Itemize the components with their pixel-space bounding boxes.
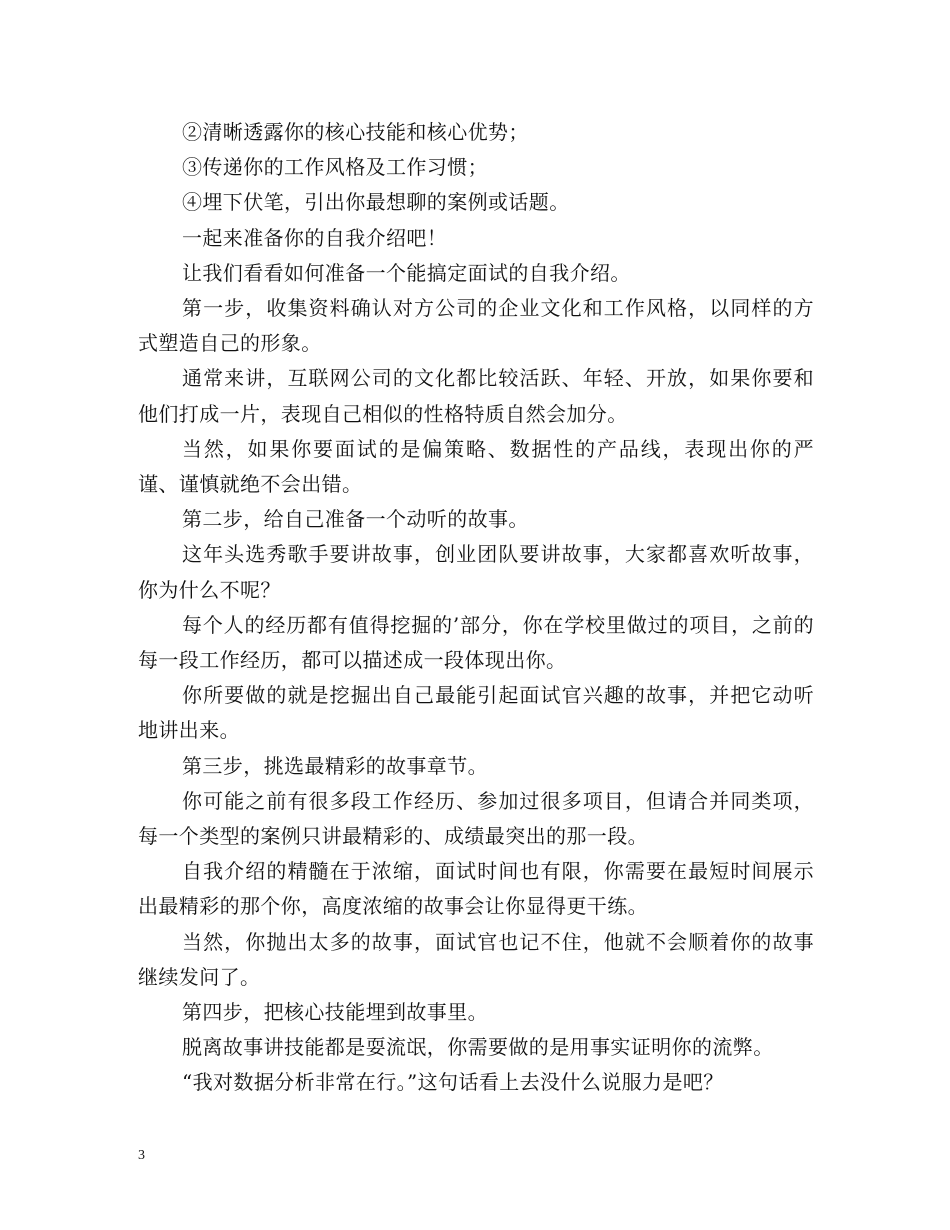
paragraph: 这年头选秀歌手要讲故事，创业团队要讲故事，大家都喜欢听故事，你为什么不呢？ (138, 542, 814, 602)
paragraph: “我对数据分析非常在行。”这句话看上去没什么说服力是吧？ (182, 1070, 724, 1095)
paragraph: 你可能之前有很多段工作经历、参加过很多项目，但请合并同类项，每一个类型的案例只讲最精彩的、成绩最突出的那一段。 (138, 788, 814, 849)
paragraph: 当然，如果你要面试的是偏策略、数据性的产品线，表现出你的严谨、谨慎就绝不会出错。 (138, 436, 814, 497)
paragraph: 脱离故事讲技能都是耍流氓，你需要做的是用事实证明你的流弊。 (182, 1035, 774, 1060)
paragraph: ②清晰透露你的核心技能和核心优势； (182, 120, 529, 144)
paragraph: 第四步，把核心技能埋到故事里。 (182, 1000, 488, 1025)
paragraph: 每个人的经历都有值得挖掘的’部分，你在学校里做过的项目，之前的每一段工作经历，都可以描述成一段体现出你。 (138, 612, 814, 673)
paragraph: 第二步，给自己准备一个动听的故事。 (182, 507, 529, 532)
body-text (138, 115, 814, 1101)
paragraph: 你所要做的就是挖掘出自己最能引起面试官兴趣的故事，并把它动听地讲出来。 (138, 683, 814, 743)
paragraph: 自我介绍的精髓在于浓缩，面试时间也有限，你需要在最短时间展示出最精彩的那个你，高度浓缩的故事会让你显得更干练。 (138, 859, 814, 919)
page-number: 3 (138, 1148, 145, 1163)
paragraph: 一起来准备你的自我介绍吧！ (182, 225, 448, 250)
paragraph: ③传递你的工作风格及工作习惯； (182, 155, 488, 180)
paragraph: 让我们看看如何准备一个能搞定面试的自我介绍。 (182, 260, 631, 285)
paragraph: 第三步，挑选最精彩的故事章节。 (182, 753, 488, 778)
paragraph: 第一步，收集资料确认对方公司的企业文化和工作风格，以同样的方式塑造自己的形象。 (138, 296, 814, 356)
paragraph: ④埋下伏笔，引出你最想聊的案例或话题。 (182, 190, 570, 215)
paragraph: 当然，你抛出太多的故事，面试官也记不住，他就不会顺着你的故事继续发问了。 (138, 929, 814, 989)
paragraph: 通常来讲，互联网公司的文化都比较活跃、年轻、开放，如果你要和他们打成一片，表现自己相似的性格特质自然会加分。 (138, 366, 814, 426)
